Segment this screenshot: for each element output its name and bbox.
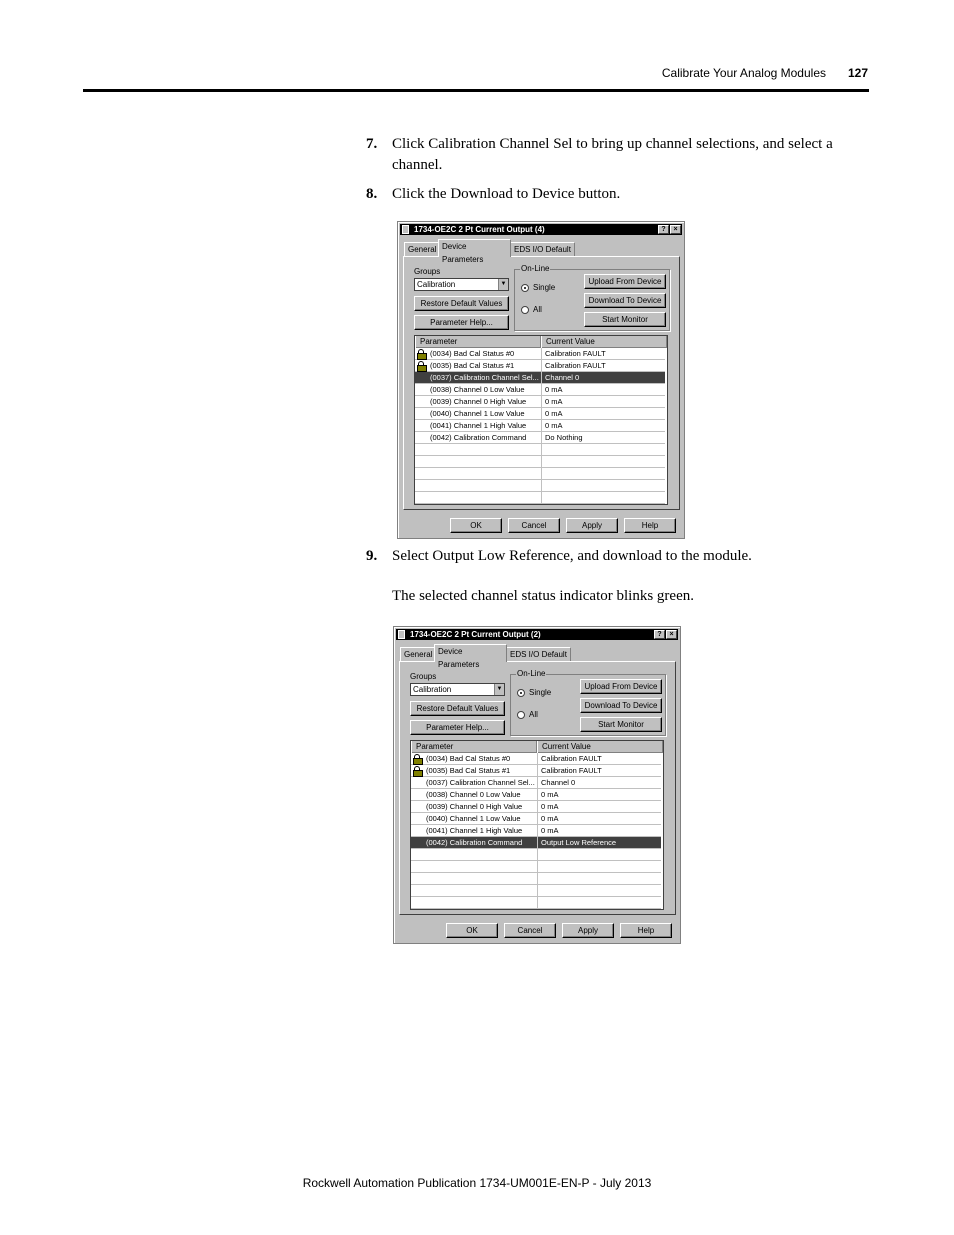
all-radio[interactable]	[517, 711, 525, 719]
step-number: 9.	[366, 548, 378, 564]
single-label: Single	[533, 283, 556, 292]
upload-from-device-button[interactable]: Upload From Device	[584, 274, 666, 289]
parameter-cell: (0041) Channel 1 High Value	[430, 421, 527, 430]
table-row[interactable]	[411, 777, 661, 789]
running-header-title: Calibrate Your Analog Modules	[661, 66, 826, 80]
lock-icon	[413, 754, 421, 763]
value-cell: Calibration FAULT	[545, 361, 606, 370]
groups-select-value: Calibration	[413, 685, 452, 694]
step-number: 7.	[366, 136, 378, 152]
table-row[interactable]	[415, 384, 665, 396]
upload-from-device-button[interactable]: Upload From Device	[580, 679, 662, 694]
restore-defaults-button[interactable]: Restore Default Values	[414, 296, 509, 311]
tab-panel	[403, 256, 680, 510]
parameter-help-button[interactable]: Parameter Help...	[414, 315, 509, 330]
device-parameters-dialog-2	[393, 626, 681, 944]
column-divider	[541, 348, 542, 504]
table-header	[411, 741, 663, 753]
all-label: All	[533, 305, 542, 314]
parameter-cell: (0034) Bad Cal Status #0	[430, 349, 515, 358]
value-cell: 0 mA	[541, 790, 559, 799]
help-button[interactable]: Help	[624, 518, 676, 533]
column-header-parameter[interactable]: Parameter	[411, 741, 537, 753]
table-row[interactable]	[411, 789, 661, 801]
parameter-cell: (0040) Channel 1 Low Value	[426, 814, 521, 823]
single-radio[interactable]	[521, 284, 529, 292]
parameter-table[interactable]	[414, 335, 668, 505]
parameter-cell: (0035) Bad Cal Status #1	[430, 361, 515, 370]
lock-icon	[417, 361, 425, 370]
parameter-table[interactable]	[410, 740, 664, 910]
value-cell: Calibration FAULT	[541, 766, 602, 775]
value-cell: 0 mA	[545, 421, 563, 430]
table-row[interactable]	[411, 825, 661, 837]
online-group	[510, 669, 666, 736]
value-cell: Output Low Reference	[541, 838, 617, 847]
groups-select-value: Calibration	[417, 280, 456, 289]
groups-label: Groups	[414, 267, 441, 276]
step-text: Click the Download to Device button.	[392, 186, 621, 202]
cancel-button[interactable]: Cancel	[504, 923, 556, 938]
window-title: 1734-OE2C 2 Pt Current Output (4)	[414, 225, 545, 234]
table-row[interactable]	[415, 360, 665, 372]
title-bar	[400, 224, 682, 235]
value-cell: 0 mA	[545, 397, 563, 406]
empty-row	[415, 492, 665, 504]
value-cell: Calibration FAULT	[545, 349, 606, 358]
empty-row	[415, 456, 665, 468]
close-button[interactable]: ×	[670, 225, 681, 234]
table-row[interactable]	[411, 765, 661, 777]
help-title-button[interactable]: ?	[654, 630, 665, 639]
tab-device-parameters[interactable]: Device Parameters	[434, 644, 507, 662]
parameter-cell: (0039) Channel 0 High Value	[426, 802, 523, 811]
groups-label: Groups	[410, 672, 437, 681]
parameter-cell: (0037) Calibration Channel Sel...	[426, 778, 535, 787]
help-title-button[interactable]: ?	[658, 225, 669, 234]
value-cell: Do Nothing	[545, 433, 583, 442]
parameter-cell: (0041) Channel 1 High Value	[426, 826, 523, 835]
value-cell: 0 mA	[541, 802, 559, 811]
step-text: Click Calibration Channel Sel to bring up channel selections, and select a channel.	[392, 136, 833, 173]
empty-row	[411, 885, 661, 897]
all-label: All	[529, 710, 538, 719]
window-icon	[402, 225, 409, 234]
table-row[interactable]	[411, 753, 661, 765]
tab-panel	[399, 661, 676, 915]
parameter-cell: (0042) Calibration Command	[426, 838, 523, 847]
device-parameters-dialog-1	[397, 221, 685, 539]
value-cell: 0 mA	[541, 814, 559, 823]
parameter-cell: (0035) Bad Cal Status #1	[426, 766, 511, 775]
column-header-current-value[interactable]: Current Value	[537, 741, 663, 753]
tab-general[interactable]: General	[404, 242, 439, 256]
table-row[interactable]	[411, 837, 661, 849]
ok-button[interactable]: OK	[450, 518, 502, 533]
title-bar	[396, 629, 678, 640]
column-header-current-value[interactable]: Current Value	[541, 336, 667, 348]
publication-footer: Rockwell Automation Publication 1734-UM001E-EN-P - July 2013	[302, 1176, 652, 1190]
step-number: 8.	[366, 186, 378, 202]
value-cell: Calibration FAULT	[541, 754, 602, 763]
table-header	[415, 336, 667, 348]
empty-row	[411, 873, 661, 885]
value-cell: Channel 0	[545, 373, 580, 382]
empty-row	[411, 849, 661, 861]
chevron-down-icon[interactable]: ▼	[498, 279, 508, 290]
value-cell: Channel 0	[541, 778, 576, 787]
lock-icon	[417, 349, 425, 358]
table-row[interactable]	[411, 813, 661, 825]
cancel-button[interactable]: Cancel	[508, 518, 560, 533]
table-row[interactable]	[415, 396, 665, 408]
parameter-cell: (0042) Calibration Command	[430, 433, 527, 442]
value-cell: 0 mA	[545, 385, 563, 394]
apply-button[interactable]: Apply	[566, 518, 618, 533]
value-cell: 0 mA	[541, 826, 559, 835]
table-row[interactable]	[415, 432, 665, 444]
groups-select[interactable]	[414, 278, 509, 291]
tab-eds-io-default[interactable]: EDS I/O Default	[506, 647, 571, 661]
single-label: Single	[529, 688, 552, 697]
start-monitor-button[interactable]: Start Monitor	[584, 312, 666, 327]
table-row[interactable]	[411, 801, 661, 813]
parameter-cell: (0037) Calibration Channel Sel...	[430, 373, 539, 382]
parameter-cell: (0038) Channel 0 Low Value	[430, 385, 525, 394]
parameter-cell: (0034) Bad Cal Status #0	[426, 754, 511, 763]
parameter-cell: (0040) Channel 1 Low Value	[430, 409, 525, 418]
parameter-help-button[interactable]: Parameter Help...	[410, 720, 505, 735]
help-button[interactable]: Help	[620, 923, 672, 938]
all-radio[interactable]	[521, 306, 529, 314]
column-divider	[537, 753, 538, 909]
groups-select[interactable]	[410, 683, 505, 696]
step-text: Select Output Low Reference, and download to the module.	[392, 548, 752, 564]
table-row[interactable]	[415, 408, 665, 420]
column-header-parameter[interactable]: Parameter	[415, 336, 541, 348]
empty-row	[415, 468, 665, 480]
online-group	[514, 264, 670, 331]
download-to-device-button[interactable]: Download To Device	[584, 293, 666, 308]
chevron-down-icon[interactable]: ▼	[494, 684, 504, 695]
table-row[interactable]	[415, 420, 665, 432]
empty-row	[411, 861, 661, 873]
download-to-device-button[interactable]: Download To Device	[580, 698, 662, 713]
page-number: 127	[847, 66, 868, 80]
value-cell: 0 mA	[545, 409, 563, 418]
table-row[interactable]	[415, 348, 665, 360]
online-group-label: On-Line	[521, 264, 550, 273]
window-title: 1734-OE2C 2 Pt Current Output (2)	[410, 630, 541, 639]
apply-button[interactable]: Apply	[562, 923, 614, 938]
single-radio[interactable]	[517, 689, 525, 697]
table-row[interactable]	[415, 372, 665, 384]
start-monitor-button[interactable]: Start Monitor	[580, 717, 662, 732]
parameter-cell: (0038) Channel 0 Low Value	[426, 790, 521, 799]
header-rule	[83, 89, 869, 92]
tab-device-parameters[interactable]: Device Parameters	[438, 239, 511, 257]
tab-eds-io-default[interactable]: EDS I/O Default	[510, 242, 575, 256]
online-group-label: On-Line	[517, 669, 546, 678]
close-button[interactable]: ×	[666, 630, 677, 639]
empty-row	[411, 897, 661, 909]
tab-general[interactable]: General	[400, 647, 435, 661]
status-note: The selected channel status indicator blinks green.	[392, 588, 694, 604]
parameter-cell: (0039) Channel 0 High Value	[430, 397, 527, 406]
lock-icon	[413, 766, 421, 775]
empty-row	[415, 444, 665, 456]
restore-defaults-button[interactable]: Restore Default Values	[410, 701, 505, 716]
ok-button[interactable]: OK	[446, 923, 498, 938]
empty-row	[415, 480, 665, 492]
window-icon	[398, 630, 405, 639]
